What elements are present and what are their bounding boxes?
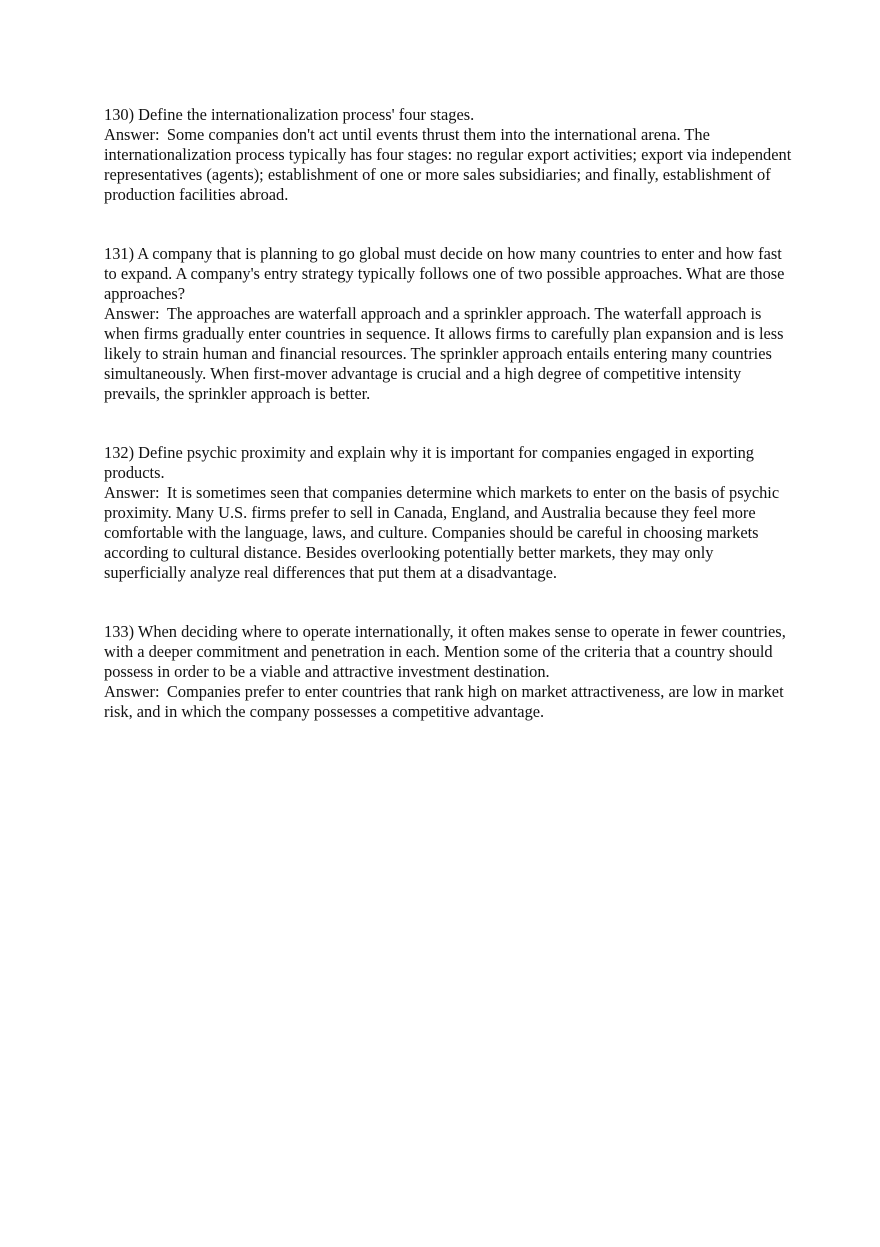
question-text: 131) A company that is planning to go global must decide on how many countries to enter and how fast to expand. A company's entry strategy typically follows one of two possible approaches. What are those approaches? (104, 244, 785, 303)
question-block-131 (104, 244, 794, 404)
document-body (104, 105, 794, 761)
answer-text: The approaches are waterfall approach and a sprinkler approach. The waterfall approach is when firms gradually enter countries in sequence. It allows firms to carefully plan expansion and is less likely to strain human and financial resources. The sprinkler approach entails entering many countries simultaneously. When first-mover advantage is crucial and a high degree of competitive intensity prevails, the sprinkler approach is better. (104, 304, 784, 403)
answer-text: Some companies don't act until events thrust them into the international arena. The internationalization process typically has four stages: no regular export activities; export via independent representatives (agents); establishment of one or more sales subsidiaries; and finally, establishment of production facilities abroad. (104, 125, 792, 204)
question-block-133 (104, 622, 794, 722)
question-block-132 (104, 443, 794, 583)
answer-label: Answer: (104, 483, 160, 502)
answer-paragraph (104, 125, 794, 205)
question-text: 133) When deciding where to operate internationally, it often makes sense to operate in fewer countries, with a deeper commitment and penetration in each. Mention some of the criteria that a country should possess in order to be a viable and attractive investment destination. (104, 622, 786, 681)
answer-label: Answer: (104, 304, 160, 323)
answer-label: Answer: (104, 682, 160, 701)
answer-text: Companies prefer to enter countries that rank high on market attractiveness, are low in market risk, and in which the company possesses a competitive advantage. (104, 682, 784, 721)
answer-label: Answer: (104, 125, 160, 144)
answer-text: It is sometimes seen that companies determine which markets to enter on the basis of psychic proximity. Many U.S. firms prefer to sell in Canada, England, and Australia because they feel more comfortable with the language, laws, and culture. Companies should be careful in choosing markets according to cultural distance. Besides overlooking potentially better markets, they may only superficially analyze real differences that put them at a disadvantage. (104, 483, 780, 582)
question-text: 132) Define psychic proximity and explain why it is important for companies engaged in exporting products. (104, 443, 755, 482)
answer-paragraph (104, 304, 794, 404)
answer-paragraph (104, 682, 794, 722)
question-text: 130) Define the internationalization process' four stages. (104, 105, 475, 124)
question-block-130 (104, 105, 794, 205)
answer-paragraph (104, 483, 794, 583)
